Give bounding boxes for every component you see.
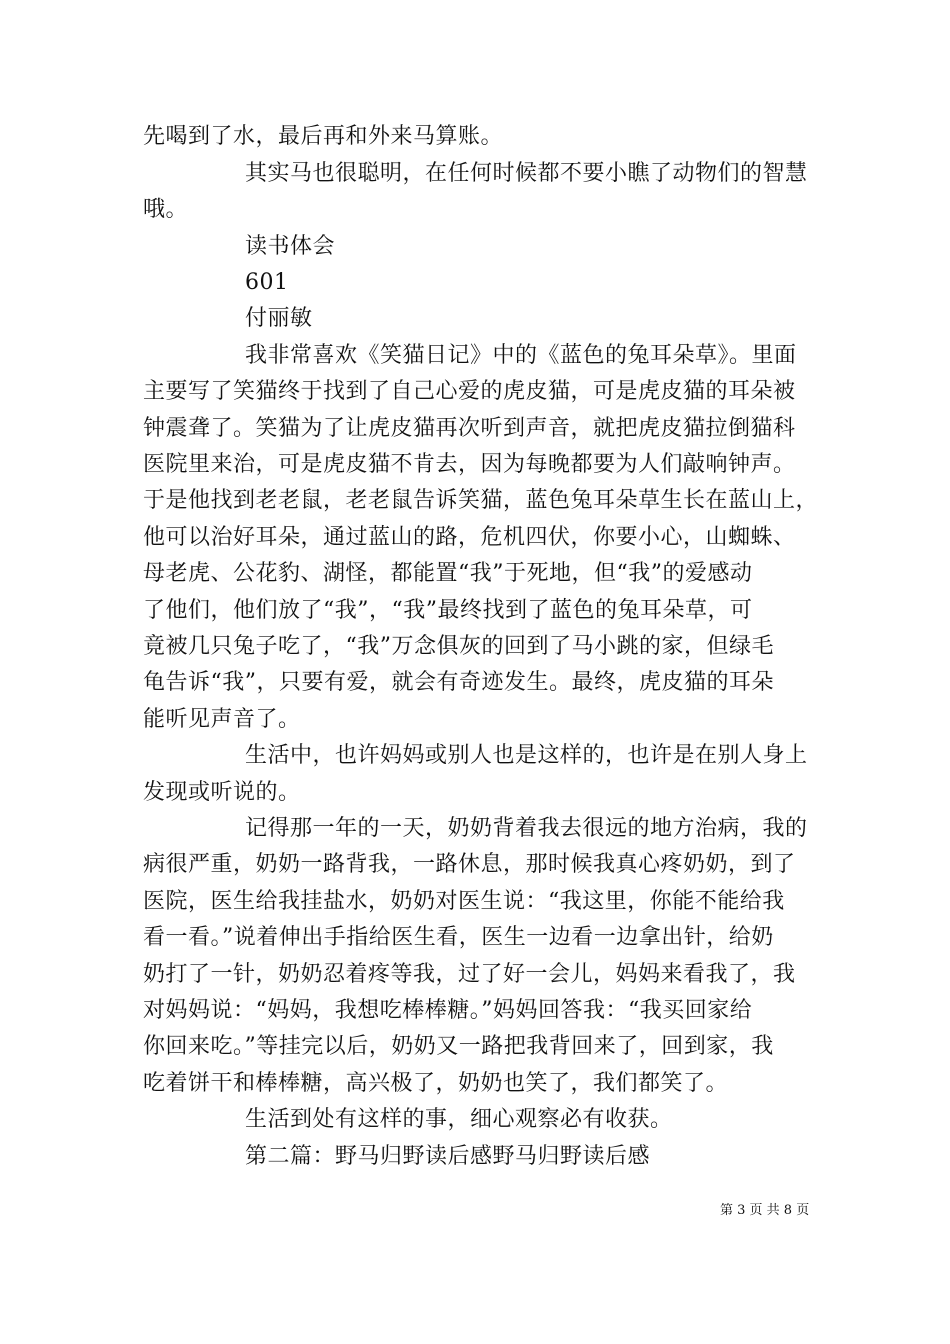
paragraph-start: 生活中，也许妈妈或别人也是这样的，也许是在别人身上 (245, 743, 808, 768)
paragraph-start: 其实马也很聪明，在任何时候都不要小瞧了动物们的智慧 (245, 161, 808, 186)
paragraph-start: 记得那一年的一天，奶奶背着我去很远的地方治病，我的 (245, 816, 808, 841)
paragraph-start: 我非常喜欢《笑猫日记》中的《蓝色的兔耳朵草》。里面 (245, 343, 797, 368)
text-line: 奶打了一针，奶奶忍着疼等我，过了好一会儿，妈妈来看我了，我 (143, 962, 796, 987)
text-line: 他可以治好耳朵，通过蓝山的路，危机四伏，你要小心，山蜘蛛、 (143, 525, 796, 550)
text-line: 竟被几只兔子吃了，“我”万念俱灰的回到了马小跳的家，但绿毛 (143, 634, 774, 659)
text-line: 医院里来治，可是虎皮猫不肯去，因为每晚都要为人们敲响钟声。 (143, 452, 796, 477)
text-line: 吃着饼干和棒棒糖，高兴极了，奶奶也笑了，我们都笑了。 (143, 1071, 729, 1096)
text-line: 能听见声音了。 (143, 707, 301, 732)
text-line: 于是他找到老老鼠，老老鼠告诉笑猫，蓝色兔耳朵草生长在蓝山上， (143, 488, 819, 513)
text-line: 对妈妈说：“妈妈，我想吃棒棒糖。”妈妈回答我：“我买回家给 (143, 998, 753, 1023)
text-line: 病很严重，奶奶一路背我，一路休息，那时候我真心疼奶奶，到了 (143, 852, 796, 877)
text-line: 母老虎、公花豹、湖怪，都能置“我”于死地，但“我”的爱感动 (143, 561, 753, 586)
text-line: 看一看。”说着伸出手指给医生看，医生一边看一边拿出针，给奶 (143, 925, 774, 950)
text-line: 你回来吃。”等挂完以后，奶奶又一路把我背回来了，回到家，我 (143, 1034, 774, 1059)
paragraph-start: 生活到处有这样的事，细心观察必有收获。 (245, 1107, 673, 1132)
text-line: 主要写了笑猫终于找到了自己心爱的虎皮猫，可是虎皮猫的耳朵被 (143, 379, 796, 404)
author-name: 付丽敏 (245, 306, 313, 331)
text-line: 哦。 (143, 197, 189, 222)
text-line: 先喝到了水，最后再和外来马算账。 (143, 124, 504, 149)
text-line: 医院，医生给我挂盐水，奶奶对医生说：“我这里，你能不能给我 (143, 889, 785, 914)
text-line: 龟告诉“我”，只要有爱，就会有奇迹发生。最终，虎皮猫的耳朵 (143, 670, 774, 695)
page-footer: 第 3 页 共 8 页 (720, 1203, 810, 1218)
class-number: 601 (245, 270, 289, 295)
section-heading: 读书体会 (245, 234, 336, 259)
text-line: 钟震聋了。笑猫为了让虎皮猫再次听到声音，就把虎皮猫拉倒猫科 (143, 416, 796, 441)
chapter-heading: 第二篇：野马归野读后感野马归野读后感 (245, 1144, 651, 1169)
text-line: 了他们，他们放了“我”，“我”最终找到了蓝色的兔耳朵草，可 (143, 598, 753, 623)
text-line: 发现或听说的。 (143, 780, 301, 805)
